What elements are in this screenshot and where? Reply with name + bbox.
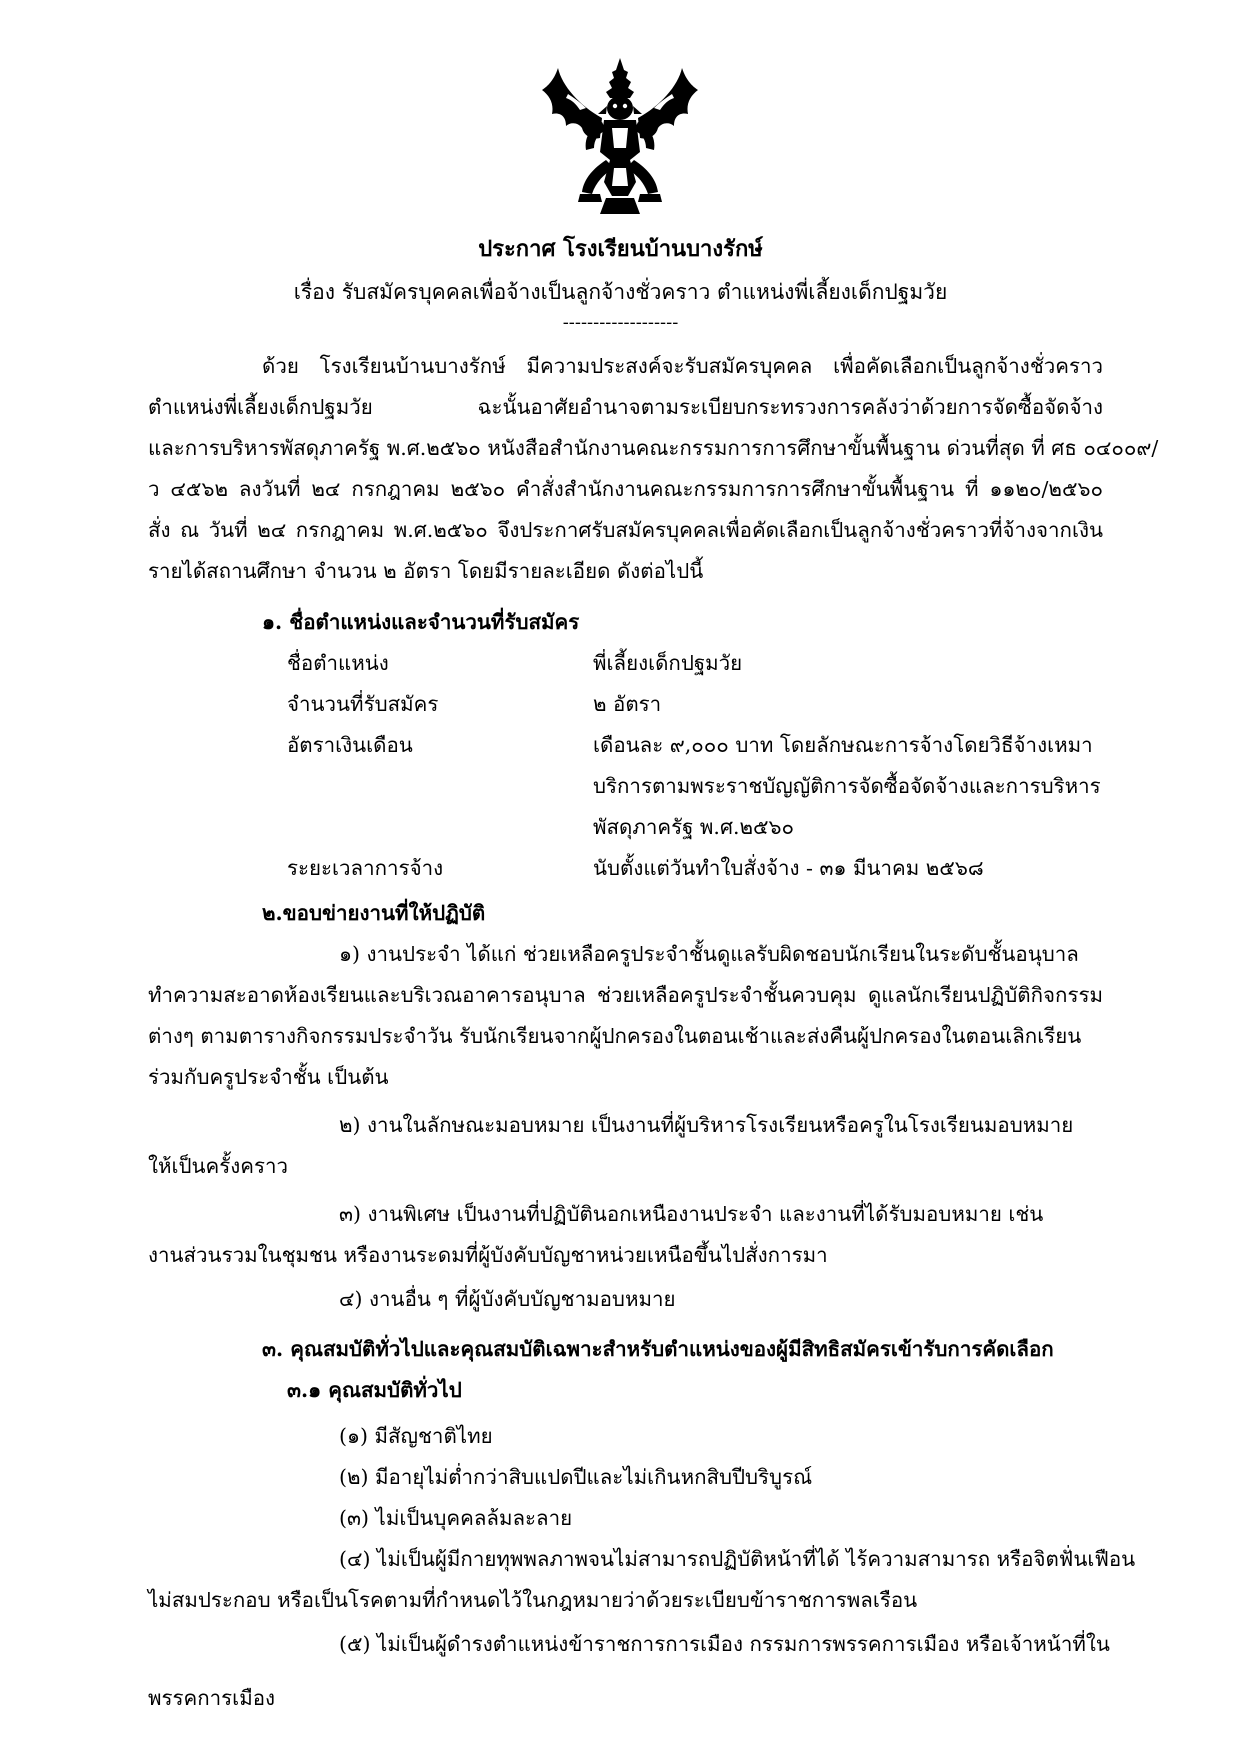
- field-label-count: จำนวนที่รับสมัคร: [287, 692, 439, 716]
- field-value-salary: เดือนละ ๙,๐๐๐ บาท โดยลักษณะการจ้างโดยวิธีจ้างเหมา: [593, 733, 1093, 757]
- field-value-count: ๒ อัตรา: [593, 692, 662, 716]
- section-2-heading: ๒.ขอบข่ายงานที่ให้ปฏิบัติ: [262, 901, 486, 925]
- duty-item-3: ๓) งานพิเศษ เป็นงานที่ปฏิบัตินอกเหนืองานประจำ และงานที่ได้รับมอบหมาย เช่น: [339, 1202, 1044, 1226]
- duty-item-1: ร่วมกับครูประจำชั้น เป็นต้น: [148, 1065, 389, 1089]
- field-value-salary: บริการตามพระราชบัญญัติการจัดซื้อจัดจ้างและการบริหาร: [593, 774, 1101, 798]
- intro-line: ว ๔๕๖๒ ลงวันที่ ๒๔ กรกฎาคม ๒๕๖๐ คำสั่งสำนักงานคณะกรรมการการศึกษาขั้นพื้นฐาน ที่ ๑๑๒๐/๒๕๖๐: [148, 477, 1103, 501]
- qualification-item: (๓) ไม่เป็นบุคคลล้มละลาย: [339, 1506, 573, 1530]
- duty-item-1: ๑) งานประจำ ได้แก่ ช่วยเหลือครูประจำชั้นดูแลรับผิดชอบนักเรียนในระดับชั้นอนุบาล: [339, 942, 1079, 966]
- duty-item-2: ๒) งานในลักษณะมอบหมาย เป็นงานที่ผู้บริหารโรงเรียนหรือครูในโรงเรียนมอบหมาย: [339, 1113, 1074, 1137]
- subject-line: เรื่อง รับสมัครบุคคลเพื่อจ้างเป็นลูกจ้างชั่วคราว ตำแหน่งพี่เลี้ยงเด็กปฐมวัย: [293, 280, 948, 304]
- separator-line: -------------------: [562, 312, 679, 333]
- field-label-salary: อัตราเงินเดือน: [287, 733, 413, 757]
- field-label-position: ชื่อตำแหน่ง: [287, 651, 389, 675]
- intro-line: และการบริหารพัสดุภาครัฐ พ.ศ.๒๕๖๐ หนังสือสำนักงานคณะกรรมการการศึกษาขั้นพื้นฐาน ด่วนที่สุด ที่ ศธ ๐๔๐๐๙/: [148, 436, 1159, 460]
- qualification-item: (๑) มีสัญชาติไทย: [339, 1424, 493, 1448]
- qualification-item: (๒) มีอายุไม่ต่ำกว่าสิบแปดปีและไม่เกินหกสิบปีบริบูรณ์: [339, 1465, 813, 1489]
- intro-line: สั่ง ณ วันที่ ๒๔ กรกฎาคม พ.ศ.๒๕๖๐ จึงประกาศรับสมัครบุคคลเพื่อคัดเลือกเป็นลูกจ้างชั่วคราวที่จ้างจากเงิน: [148, 518, 1103, 542]
- duty-item-3: งานส่วนรวมในชุมชน หรืองานระดมที่ผู้บังคับบัญชาหน่วยเหนือขึ้นไปสั่งการมา: [148, 1243, 828, 1267]
- field-value-position: พี่เลี้ยงเด็กปฐมวัย: [593, 651, 743, 675]
- duty-item-1: ต่างๆ ตามตารางกิจกรรมประจำวัน รับนักเรียนจากผู้ปกครองในตอนเช้าและส่งคืนผู้ปกครองในตอนเลิกเรียน: [148, 1024, 1082, 1048]
- page-title: ประกาศ โรงเรียนบ้านบางรักษ์: [478, 236, 763, 262]
- duty-item-1: ทำความสะอาดห้องเรียนและบริเวณอาคารอนุบาล ช่วยเหลือครูประจำชั้นควบคุม ดูแลนักเรียนปฏิบัติกิจกรรม: [148, 983, 1103, 1007]
- qualification-item: ไม่สมประกอบ หรือเป็นโรคตามที่กำหนดไว้ในกฎหมายว่าด้วยระเบียบข้าราชการพลเรือน: [148, 1588, 918, 1612]
- duty-item-4: ๔) งานอื่น ๆ ที่ผู้บังคับบัญชามอบหมาย: [339, 1287, 676, 1311]
- field-label-duration: ระยะเวลาการจ้าง: [287, 856, 444, 880]
- qualification-item: (๕) ไม่เป็นผู้ดำรงตำแหน่งข้าราชการการเมือง กรรมการพรรคการเมือง หรือเจ้าหน้าที่ใน: [339, 1632, 1110, 1656]
- section-3-heading: ๓. คุณสมบัติทั่วไปและคุณสมบัติเฉพาะสำหรับตำแหน่งของผู้มีสิทธิสมัครเข้ารับการคัดเลือก: [262, 1337, 1054, 1361]
- section-3-1-heading: ๓.๑ คุณสมบัติทั่วไป: [287, 1378, 462, 1402]
- qualification-item: พรรคการเมือง: [148, 1686, 276, 1710]
- garuda-emblem-icon: [540, 56, 700, 218]
- intro-line: ด้วย โรงเรียนบ้านบางรักษ์ มีความประสงค์จะรับสมัครบุคคล เพื่อคัดเลือกเป็นลูกจ้างชั่วคราว: [262, 354, 1103, 378]
- duty-item-2: ให้เป็นครั้งคราว: [148, 1154, 289, 1178]
- section-1-heading: ๑. ชื่อตำแหน่งและจำนวนที่รับสมัคร: [262, 610, 580, 634]
- intro-line: รายได้สถานศึกษา จำนวน ๒ อัตรา โดยมีรายละเอียด ดังต่อไปนี้: [148, 559, 704, 583]
- qualification-item: (๔) ไม่เป็นผู้มีกายทุพพลภาพจนไม่สามารถปฏิบัติหน้าที่ได้ ไร้ความสามารถ หรือจิตฟั่นเฟือน: [339, 1547, 1136, 1571]
- field-value-duration: นับตั้งแต่วันทำใบสั่งจ้าง - ๓๑ มีนาคม ๒๕๖๘: [593, 856, 984, 880]
- field-value-salary: พัสดุภาครัฐ พ.ศ.๒๕๖๐: [593, 815, 795, 839]
- intro-line: ตำแหน่งพี่เลี้ยงเด็กปฐมวัย ฉะนั้นอาศัยอำนาจตามระเบียบกระทรวงการคลังว่าด้วยการจัดซื้อจัดจ้าง: [148, 395, 1103, 419]
